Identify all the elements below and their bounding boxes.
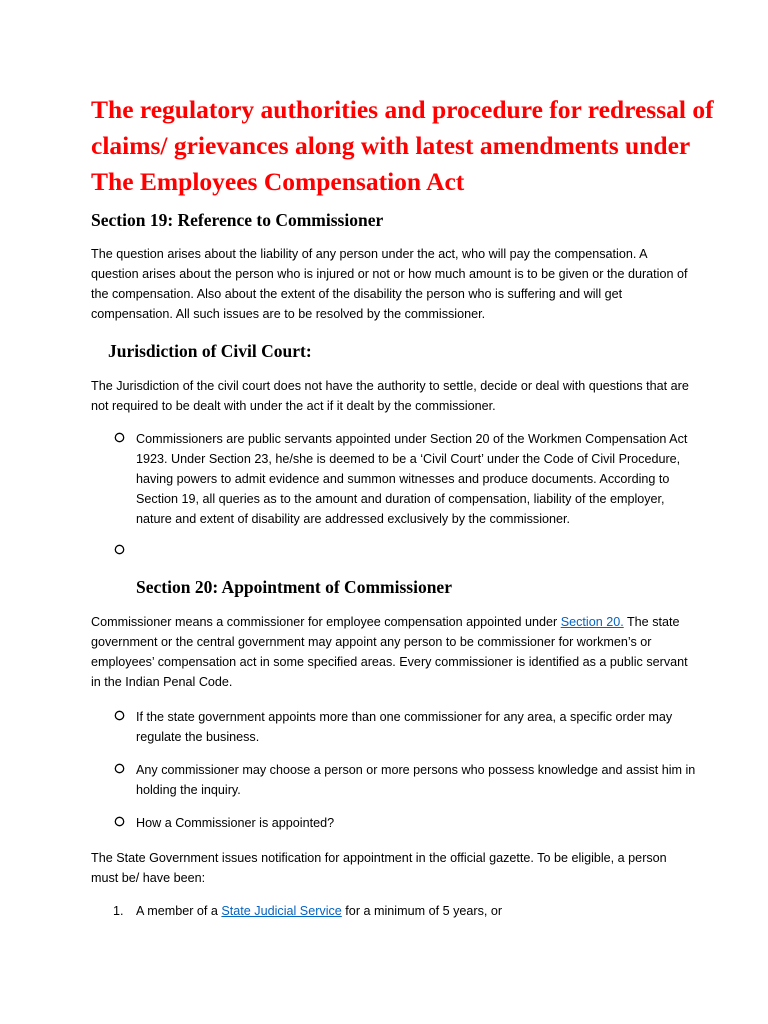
appointment-paragraph: The State Government issues notification for appointment in the official gazette. To be eligible, a person must be/ have been:: [91, 851, 667, 885]
section-20-bullet-2: Any commissioner may choose a person or more persons who possess knowledge and assist him in holding the inquiry.: [136, 763, 696, 797]
section-20-heading: Section 20: Appointment of Commissioner: [136, 577, 452, 597]
list-item-1: [136, 901, 696, 921]
hollow-circle-bullet-icon: [113, 762, 126, 775]
hollow-circle-bullet-icon: [113, 431, 126, 444]
section-19-paragraph: The question arises about the liability of any person under the act, who will pay the compensation. A question arises about the person who is injured or not or how much amount is to be given or the duration of the compensation. Also about the extent of the disability the person who is suffering and will get compensation. All such issues are to be resolved by the commissioner.: [91, 247, 688, 321]
hollow-circle-bullet-icon: [113, 543, 126, 556]
section-20-text-before-link: Commissioner means a commissioner for employee compensation appointed under: [91, 615, 561, 629]
list-number: 1.: [113, 904, 124, 918]
list-item-text-before-link: A member of a: [136, 904, 222, 918]
document-title: The regulatory authorities and procedure for redressal of claims/ grievances along with latest amendments under The Employees Compensation Act: [91, 95, 714, 196]
hollow-circle-bullet-icon: [113, 709, 126, 722]
list-item-text-after-link: for a minimum of 5 years, or: [341, 904, 503, 918]
section-20-link[interactable]: Section 20.: [560, 615, 624, 629]
hollow-circle-bullet-icon: [113, 815, 126, 828]
state-judicial-service-link[interactable]: State Judicial Service: [221, 904, 342, 918]
section-20-paragraph: [91, 612, 691, 692]
section-20-bullet-3: How a Commissioner is appointed?: [136, 816, 335, 830]
section-20-bullet-1: If the state government appoints more than one commissioner for any area, a specific order may regulate the business.: [136, 710, 673, 744]
jurisdiction-paragraph: The Jurisdiction of the civil court does not have the authority to settle, decide or deal with questions that are not required to be dealt with under the act if it dealt by the commissioner.: [91, 379, 689, 413]
jurisdiction-heading: Jurisdiction of Civil Court:: [108, 341, 312, 361]
jurisdiction-bullet-1: Commissioners are public servants appointed under Section 20 of the Workmen Compensation Act 1923. Under Section 23, he/she is deemed to be a ‘Civil Court’ under the Code of Civil Procedure, having powers to admit evidence and summon witnesses and produce documents. According to Section 19, all queries as to the amount and duration of compensation, liability of the employer, nature and extent of disability are addressed exclusively by the commissioner.: [136, 432, 688, 526]
section-20-text-after-link: The state government or the central government may appoint any person to be commissioner for workmen’s or employees’ compensation act in some specified areas. Every commissioner is identified as a public servant in the Indian Penal Code.: [91, 615, 688, 689]
section-19-heading: Section 19: Reference to Commissioner: [91, 210, 384, 230]
